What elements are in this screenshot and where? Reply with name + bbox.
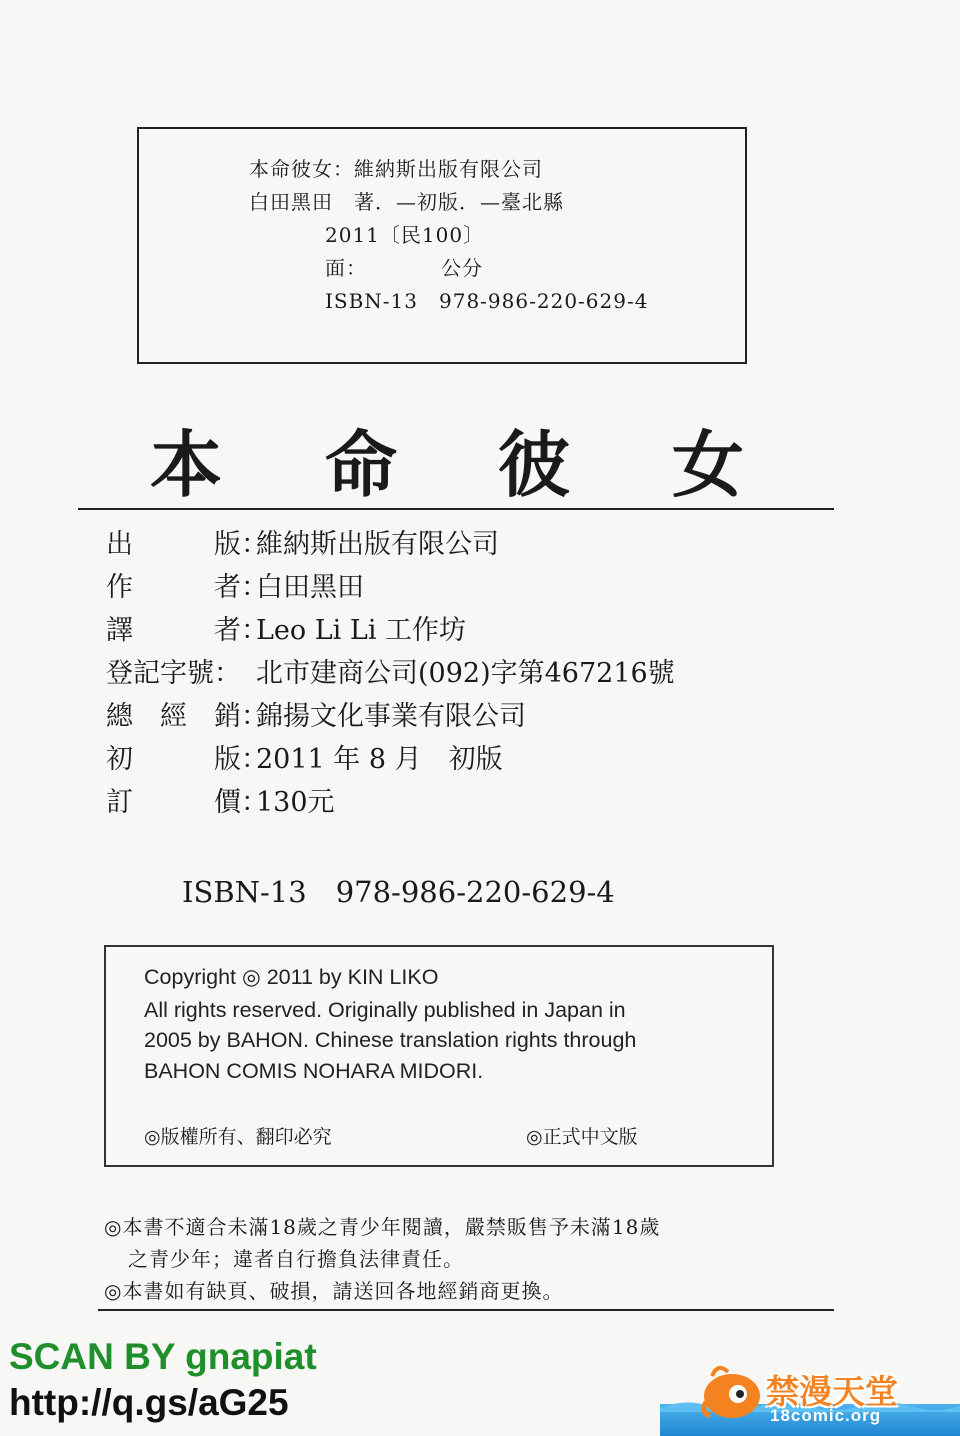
isbn: ISBN-13 978-986-220-629-4 [182,875,615,909]
info-value: Leo Li Li 工作坊 [256,615,467,646]
defect-notice: ◎本書如有缺頁、破損，請送回各地經銷商更換。 [104,1279,564,1303]
info-value: 北市建商公司(092)字第467216號 [256,658,675,689]
age-notice-continued: 之青少年；違者自行擔負法律責任。 [128,1247,464,1271]
age-notice: ◎本書不適合未滿18歲之青少年閱讀，嚴禁販售予未滿18歲 [104,1215,661,1239]
title-char: 彼 [498,422,571,507]
cip-line-publisher: 本命彼女：維納斯出版有限公司 [249,157,543,181]
info-value: 白田黑田 [256,572,364,603]
title-char: 本 [150,422,223,507]
info-label: 作 者： [106,572,268,603]
rights-reserved-note: ◎版權所有、翻印必究 [144,1126,332,1148]
title-char: 女 [672,422,745,507]
cip-box [137,127,747,364]
title-divider [78,508,834,510]
watermark-site: 18comic.org [770,1406,882,1425]
info-label: 登記字號： [106,658,241,689]
copyright-line: 2005 by BAHON. Chinese translation rights through [144,1028,637,1052]
info-value: 錦揚文化事業有限公司 [256,701,526,732]
info-value: 130元 [256,787,335,818]
info-label: 出 版： [106,529,268,560]
info-label: 訂 價： [106,787,268,818]
title-char: 命 [325,422,398,507]
scan-credit: SCAN BY gnapiat [9,1336,317,1377]
copyright-line: Copyright ◎ 2011 by KIN LIKO [144,965,439,989]
watermark-mascot-icon [698,1358,764,1422]
info-value: 2011 年 8 月 初版 [256,744,503,775]
info-label: 總 經 銷： [106,701,268,732]
cip-line-isbn: ISBN-13 978-986-220-629-4 [325,289,649,313]
info-label: 譯 者： [106,615,268,646]
watermark-name: 禁漫天堂 [766,1372,898,1411]
info-label: 初 版： [106,744,268,775]
cip-line-pages: 面： 公分 [325,256,483,280]
info-value: 維納斯出版有限公司 [256,529,499,560]
copyright-box [104,945,774,1167]
scan-url: http://q.gs/aG25 [9,1382,289,1423]
copyright-line: All rights reserved. Originally published in Japan in [144,998,626,1022]
bottom-divider [98,1309,834,1311]
copyright-line: BAHON COMIS NOHARA MIDORI. [144,1059,484,1083]
cip-line-author: 白田黑田 著．—初版．—臺北縣 [249,190,564,214]
official-edition-note: ◎正式中文版 [526,1126,638,1148]
cip-line-year: 2011〔民100〕 [325,223,485,247]
